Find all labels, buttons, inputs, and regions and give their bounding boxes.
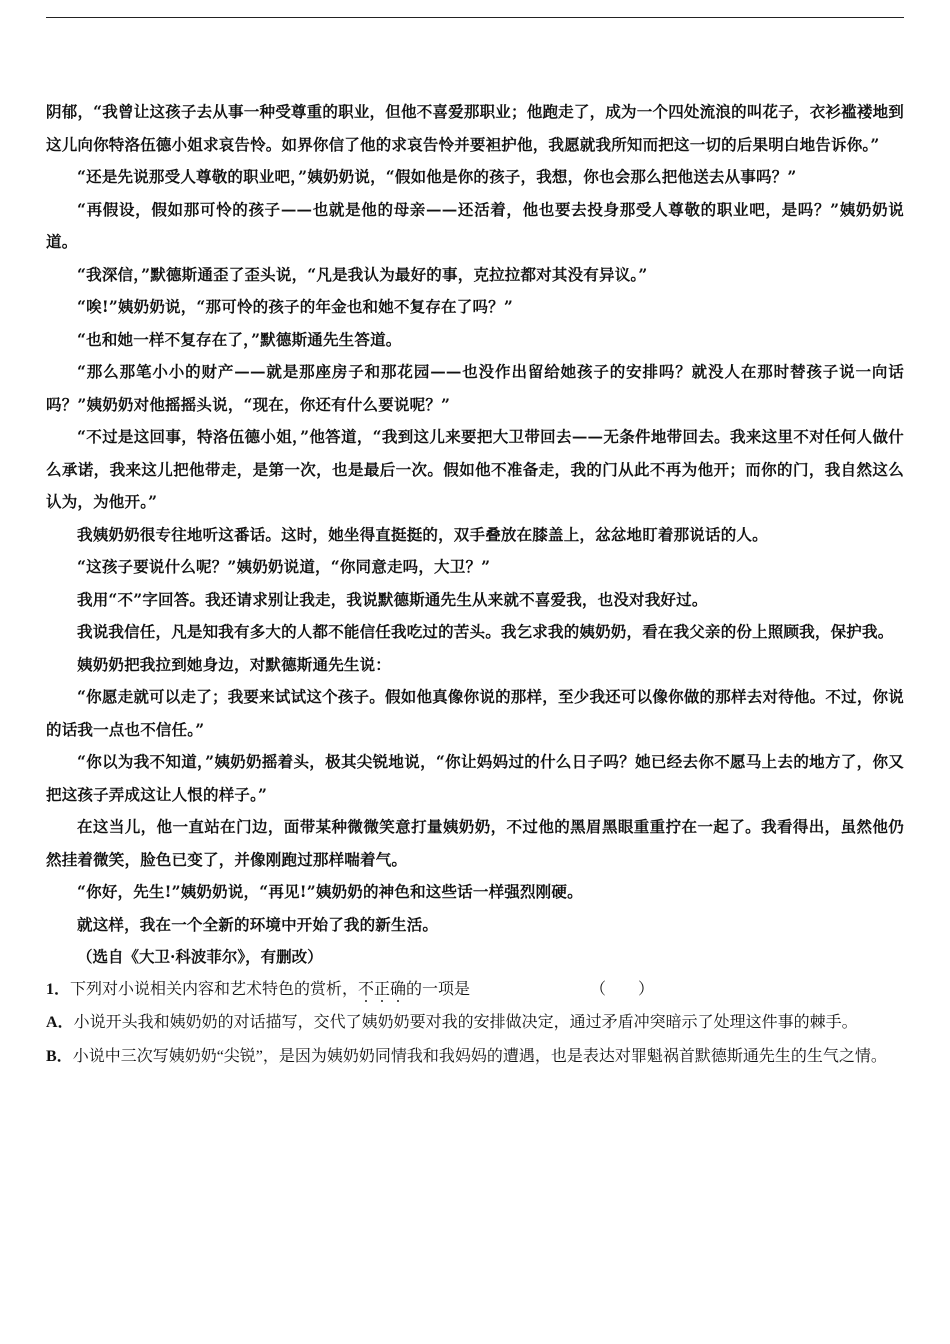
paragraph: “再假设，假如那可怜的孩子——也就是他的母亲——还活着，他也要去投身那受人尊敬的职业吧，是吗？”姨奶奶说道。: [46, 199, 904, 251]
document-body: [46, 96, 904, 1074]
option-text: 小说开头我和姨奶奶的对话描写，交代了姨奶奶要对我的安排做决定，通过矛盾冲突暗示了处理这件事的棘手。: [73, 1014, 858, 1031]
paragraph: “你愿走就可以走了；我要来试试这个孩子。假如他真像你说的那样，至少我还可以像你做的那样去对待他。不过，你说的话我一点也不信任。”: [46, 687, 904, 739]
header-rule: [46, 17, 904, 18]
question-emphasis-text: 不正确: [358, 980, 407, 998]
source-citation: （选自《大卫·科波菲尔》，有删改）: [77, 947, 323, 966]
answer-blank: （ ）: [590, 980, 655, 998]
question-suffix: 的一项是: [406, 980, 471, 998]
option-a: [46, 1006, 904, 1040]
paragraph: “这孩子要说什么呢？”姨奶奶说道，“你同意走吗，大卫？”: [77, 557, 491, 576]
paragraph: “也和她一样不复存在了，”默德斯通先生答道。: [77, 329, 402, 349]
paragraph: 姨奶奶把我拉到她身边，对默德斯通先生说：: [77, 654, 392, 674]
paragraph: “我深信，”默德斯通歪了歪头说，“凡是我认为最好的事，克拉拉都对其没有异议。”: [77, 264, 648, 284]
question-prefix: 下列对小说相关内容和艺术特色的赏析，: [70, 980, 359, 998]
paragraph: 我说我信任，凡是知我有多大的人都不能信任我吃过的苦头。我乞求我的姨奶奶，看在我父亲的份上照顾我，保护我。: [77, 622, 894, 641]
paragraph: “不过是这回事，特洛伍德小姐，”他答道，“我到这儿来要把大卫带回去——无条件地带回去。我来这里不对任何人做什么承诺，我来这儿把他带走，是第一次，也是最后一次。假如他不准备走，我的门从此不再为他开；而你的门，我自然这么认为，为他开。”: [46, 427, 904, 511]
question-number: 1．: [46, 980, 71, 998]
paragraph: “你以为我不知道，”姨奶奶摇着头，极其尖锐地说，“你让妈妈过的什么日子吗？她已经去你不愿马上去的地方了，你又把这孩子弄成这让人恨的样子。”: [46, 752, 904, 804]
question-emphasis: [358, 981, 406, 998]
option-b: [46, 1040, 904, 1074]
paragraph: 我用“不”字回答。我还请求别让我走，我说默德斯通先生从来就不喜爱我，也没对我好过。: [77, 589, 708, 609]
paragraph: “你好，先生!”姨奶奶说，“再见!”姨奶奶的神色和这些话一样强烈刚硬。: [77, 882, 583, 901]
paragraph: 就这样，我在一个全新的环境中开始了我的新生活。: [77, 914, 439, 934]
emphasis-dots: [358, 1000, 406, 1004]
option-text: 小说中三次写姨奶奶“尖锐”，是因为姨奶奶同情我和我妈妈的遭遇，也是表达对罪魁祸首默德斯通先生的生气之情。: [72, 1048, 887, 1065]
paragraph: “那么那笔小小的财产——就是那座房子和那花园——也没作出留给她孩子的安排吗？就没人在那时替孩子说一向话吗？”姨奶奶对他摇摇头说，“现在，你还有什么要说呢？”: [46, 362, 904, 414]
paragraph: “还是先说那受人尊敬的职业吧，”姨奶奶说，“假如他是你的孩子，我想，你也会那么把他送去从事吗？”: [77, 167, 797, 186]
paragraph: 阴郁，“我曾让这孩子去从事一种受尊重的职业，但他不喜爱那职业；他跑走了，成为一个四处流浪的叫花子，衣衫褴褛地到这儿向你特洛伍德小姐求哀告怜。如界你信了他的求哀告怜并要袒护他，我愿就我所知而把这一切的后果明白地告诉你。”: [46, 102, 904, 154]
paragraph: 我姨奶奶很专往地听这番话。这时，她坐得直挺挺的，双手叠放在膝盖上，忿忿地盯着那说话的人。: [77, 524, 768, 544]
option-letter: A．: [46, 1014, 74, 1031]
question-stem: [46, 974, 904, 1007]
paragraph: “唉!”姨奶奶说，“那可怜的孩子的年金也和她不复存在了吗？”: [77, 297, 513, 316]
paragraph: 在这当儿，他一直站在门边，面带某种微微笑意打量姨奶奶，不过他的黑眉黑眼重重拧在一起了。我看得出，虽然他仍然挂着微笑，脸色已变了，并像刚跑过那样喘着气。: [46, 817, 904, 869]
option-letter: B．: [46, 1048, 73, 1065]
